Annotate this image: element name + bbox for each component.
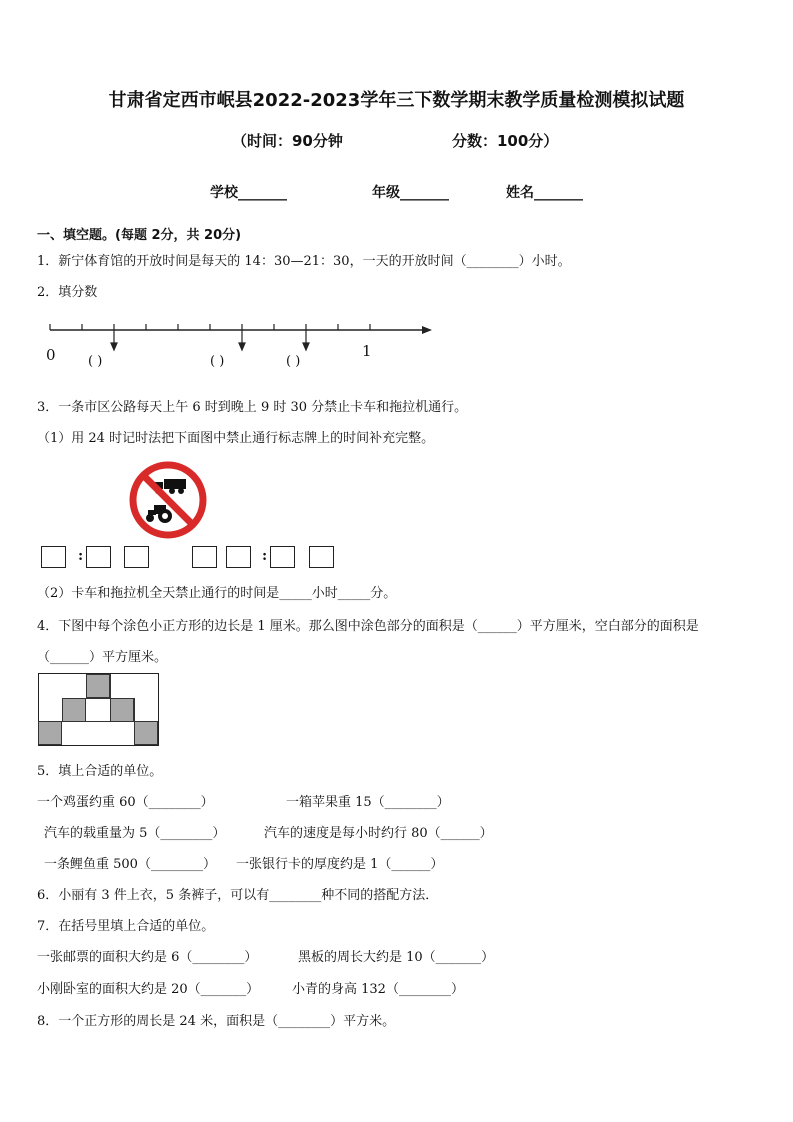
shaded-square [110,698,134,722]
grid-line [86,674,87,698]
shaded-grid-figure [38,673,159,746]
shaded-square [134,721,158,745]
question-4-line-1: 4．下图中每个涂色小正方形的边长是 1 厘米。那么图中涂色部分的面积是（______）平方厘米，空白部分的面积是 [37,619,699,634]
question-4-line-2: （______）平方厘米。 [37,650,168,665]
fraction-blank-1[interactable]: ( ) [88,354,103,369]
question-7: 7．在括号里填上合适的单位。 [37,919,215,934]
grid-line [134,698,135,722]
q7-item-1: 一张邮票的面积大约是 6（________） [37,950,258,965]
q7-item-3: 小刚卧室的面积大约是 20（_______） [37,982,260,997]
school-field[interactable]: 学校_______ [210,185,287,201]
number-line-start: 0 [46,346,56,364]
section-heading: 一、填空题。(每题 2分，共 20分) [37,228,242,243]
question-5: 5．填上合适的单位。 [37,764,163,779]
q5-item-4: 汽车的速度是每小时约行 80（______） [264,826,493,841]
time-box-7[interactable] [309,546,334,568]
question-3-part-1: （1）用 24 时记时法把下面图中禁止通行标志牌上的时间补充完整。 [37,431,435,446]
exam-score: 分数：100分） [452,132,559,150]
exam-time: （时间：90分钟 [232,132,343,150]
colon-2: : [262,548,268,564]
grid-line [62,698,63,722]
question-1: 1．新宁体育馆的开放时间是每天的 14：30—21：30，一天的开放时间（________）小时。 [37,254,571,269]
grid-line [62,698,135,699]
colon-1: : [78,548,84,564]
shaded-square [38,721,62,745]
q5-item-6: 一张银行卡的厚度约是 1（______） [236,857,444,872]
question-2: 2．填分数 [37,285,98,300]
time-box-3[interactable] [124,546,149,568]
q5-item-5: 一条鲤鱼重 500（________） [44,857,216,872]
shaded-square [86,674,110,698]
no-trucks-sign-icon [128,460,208,540]
time-box-2[interactable] [86,546,111,568]
grid-line [39,721,158,722]
time-box-4[interactable] [192,546,217,568]
number-line-end: 1 [362,342,372,360]
time-box-5[interactable] [226,546,251,568]
fraction-blank-2[interactable]: ( ) [210,354,225,369]
question-6: 6．小丽有 3 件上衣，5 条裤子，可以有________种不同的搭配方法． [37,888,439,903]
q5-item-2: 一箱苹果重 15（________） [286,795,450,810]
q7-item-2: 黑板的周长大约是 10（_______） [298,950,495,965]
grid-line [110,674,111,698]
question-3-part-2: （2）卡车和拖拉机全天禁止通行的时间是_____小时_____分。 [37,586,397,601]
time-box-1[interactable] [41,546,66,568]
grade-field[interactable]: 年级_______ [372,185,449,201]
time-box-6[interactable] [270,546,295,568]
question-8: 8．一个正方形的周长是 24 米，面积是（________）平方米。 [37,1014,396,1029]
q5-item-3: 汽车的载重量为 5（________） [44,826,226,841]
shaded-square [62,698,86,722]
q7-item-4: 小青的身高 132（________） [292,982,464,997]
page-title: 甘肃省定西市岷县2022-2023学年三下数学期末教学质量检测模拟试题 [108,90,685,111]
name-field[interactable]: 姓名_______ [506,185,583,201]
fraction-blank-3[interactable]: ( ) [286,354,301,369]
question-3: 3．一条市区公路每天上午 6 时到晚上 9 时 30 分禁止卡车和拖拉机通行。 [37,400,468,415]
number-line [40,316,440,356]
q5-item-1: 一个鸡蛋约重 60（________） [37,795,214,810]
